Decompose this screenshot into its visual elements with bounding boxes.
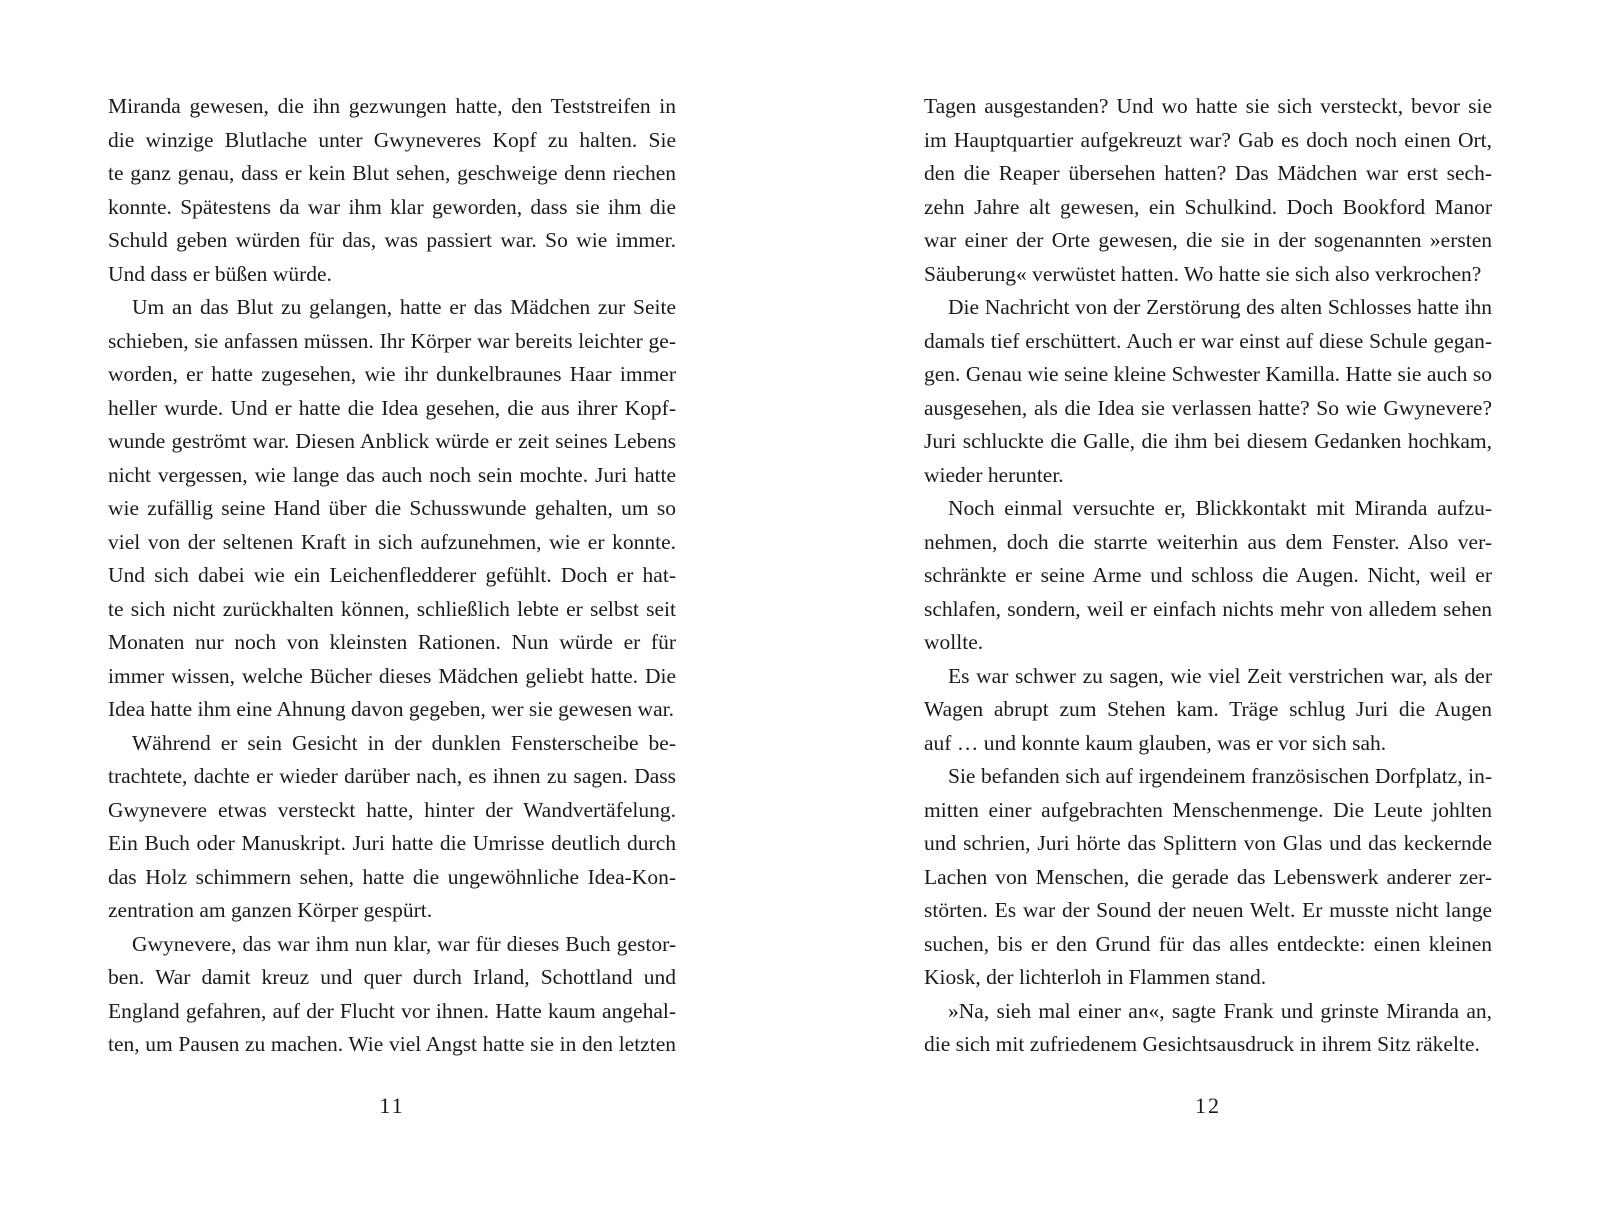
text-line: wollte. (924, 630, 984, 654)
text-line: Miranda gewesen, die ihn gezwungen hatte, den Teststreifen in (108, 94, 676, 118)
text-line: Um an das Blut zu gelangen, hatte er das Mädchen zur Seite (132, 295, 676, 319)
text-line: zehn Jahre alt gewesen, ein Schulkind. Doch Bookford Manor (924, 194, 1492, 219)
text-line: Gwynevere etwas versteckt hatte, hinter der Wandvertäfelung. (108, 797, 676, 822)
text-line: Gwynevere, das war ihm nun klar, war für dieses Buch gestor- (132, 931, 676, 956)
text-line: störten. Es war der Sound der neuen Welt. Er musste nicht lange (924, 898, 1492, 922)
text-line: viel von der seltenen Kraft in sich aufzunehmen, wie er konnte. (108, 529, 676, 554)
text-line: England gefahren, auf der Flucht vor ihnen. Hatte kaum angehal- (108, 998, 676, 1023)
text-column (924, 90, 1492, 1062)
text-line: wie zufällig seine Hand über die Schusswunde gehalten, um so (108, 496, 676, 520)
text-line: wunde geströmt war. Diesen Anblick würde er zeit seines Lebens (108, 429, 676, 453)
text-line: Monaten nur noch von kleinsten Rationen. Nun würde er für (108, 630, 676, 654)
text-line: schränkte er seine Arme und schloss die Augen. Nicht, weil er (924, 563, 1492, 587)
text-line: Ein Buch oder Manuskript. Juri hatte die Umrisse deutlich durch (108, 831, 676, 855)
text-line: schieben, sie anfassen müssen. Ihr Körper war bereits leichter ge- (108, 328, 676, 353)
text-line: die winzige Blutlache unter Gwyneveres Kopf zu halten. Sie (108, 127, 676, 152)
text-line: Juri schluckte die Galle, die ihm bei diesem Gedanken hochkam, (924, 429, 1492, 453)
left-page (108, 90, 676, 1190)
text-line: Und dass er büßen würde. (108, 261, 332, 286)
text-line: konnte. Spätestens da war ihm klar geworden, dass sie ihm die (108, 194, 676, 219)
text-line: nicht vergessen, wie lange das auch noch sein mochte. Juri hatte (108, 462, 676, 487)
text-line: Während er sein Gesicht in der dunklen Fensterscheibe be- (132, 730, 676, 755)
text-line: heller wurde. Und er hatte die Idea gesehen, die aus ihrer Kopf- (108, 395, 676, 420)
text-line: mitten einer aufgebrachten Menschenmenge. Die Leute johlten (924, 797, 1492, 822)
text-line: damals tief erschüttert. Auch er war einst auf diese Schule gegan- (924, 328, 1492, 353)
text-line: ben. War damit kreuz und quer durch Irland, Schottland und (108, 965, 676, 989)
right-page-text (924, 90, 1492, 1062)
text-line: Wagen abrupt zum Stehen kam. Träge schlug Juri die Augen (924, 697, 1492, 721)
text-line: und schrien, Juri hörte das Splittern von Glas und das keckernde (924, 831, 1492, 855)
text-line: Idea hatte ihm eine Ahnung davon gegeben, wer sie gewesen war. (108, 697, 674, 721)
text-line: nehmen, doch die starrte weiterhin aus dem Fenster. Also ver- (924, 529, 1492, 554)
text-line: »Na, sieh mal einer an«, sagte Frank und grinste Miranda an, (948, 998, 1492, 1023)
text-line: worden, er hatte zugesehen, wie ihr dunkelbraunes Haar immer (108, 362, 676, 386)
text-line: ausgesehen, als die Idea sie verlassen hatte? So wie Gwynevere? (924, 395, 1492, 420)
text-line: suchen, bis er den Grund für das alles entdeckte: einen kleinen (924, 931, 1492, 956)
text-line: Sie befanden sich auf irgendeinem französischen Dorfplatz, in- (948, 764, 1492, 788)
text-line: immer wissen, welche Bücher dieses Mädchen geliebt hatte. Die (108, 663, 676, 688)
text-line: Es war schwer zu sagen, wie viel Zeit verstrichen war, als der (948, 663, 1492, 688)
text-line: auf … und konnte kaum glauben, was er vor sich sah. (924, 730, 1387, 755)
text-line: im Hauptquartier aufgekreuzt war? Gab es doch noch einen Ort, (924, 127, 1492, 152)
text-column (108, 90, 676, 1062)
right-page-number: 12 (1195, 1093, 1221, 1118)
text-line: Und sich dabei wie ein Leichenfledderer gefühlt. Doch er hat- (108, 563, 676, 587)
text-line: wieder herunter. (924, 462, 1064, 487)
text-line: te sich nicht zurückhalten können, schließlich lebte er selbst seit (108, 596, 676, 621)
text-line: das Holz schimmern sehen, hatte die ungewöhnliche Idea-Kon- (108, 864, 676, 889)
text-line: Tagen ausgestanden? Und wo hatte sie sich versteckt, bevor sie (924, 94, 1492, 118)
left-page-text (108, 90, 676, 1062)
left-page-number: 11 (379, 1093, 405, 1118)
text-line: te ganz genau, dass er kein Blut sehen, geschweige denn riechen (108, 161, 676, 185)
text-line: zentration am ganzen Körper gespürt. (108, 898, 433, 922)
text-line: Die Nachricht von der Zerstörung des alten Schlosses hatte ihn (948, 295, 1492, 319)
text-line: gen. Genau wie seine kleine Schwester Kamilla. Hatte sie auch so (924, 362, 1492, 386)
text-line: die sich mit zufriedenem Gesichtsausdruck in ihrem Sitz räkelte. (924, 1032, 1480, 1056)
text-line: Kiosk, der lichterloh in Flammen stand. (924, 965, 1267, 989)
text-line: ten, um Pausen zu machen. Wie viel Angst hatte sie in den letzten (108, 1032, 676, 1056)
text-line: Noch einmal versuchte er, Blickkontakt mit Miranda aufzu- (948, 496, 1492, 520)
text-line: war einer der Orte gewesen, die sie in der sogenannten »ersten (924, 228, 1492, 252)
text-line: Säuberung« verwüstet hatten. Wo hatte sie sich also verkrochen? (924, 261, 1482, 286)
text-line: Lachen von Menschen, die gerade das Lebenswerk anderer zer- (924, 864, 1492, 889)
text-line: den die Reaper übersehen hatten? Das Mädchen war erst sech- (924, 161, 1492, 185)
right-page (924, 90, 1492, 1190)
text-line: schlafen, sondern, weil er einfach nichts mehr von alledem sehen (924, 596, 1492, 621)
text-line: trachtete, dachte er wieder darüber nach, es ihnen zu sagen. Dass (108, 764, 676, 788)
text-line: Schuld geben würden für das, was passiert war. So wie immer. (108, 228, 676, 252)
